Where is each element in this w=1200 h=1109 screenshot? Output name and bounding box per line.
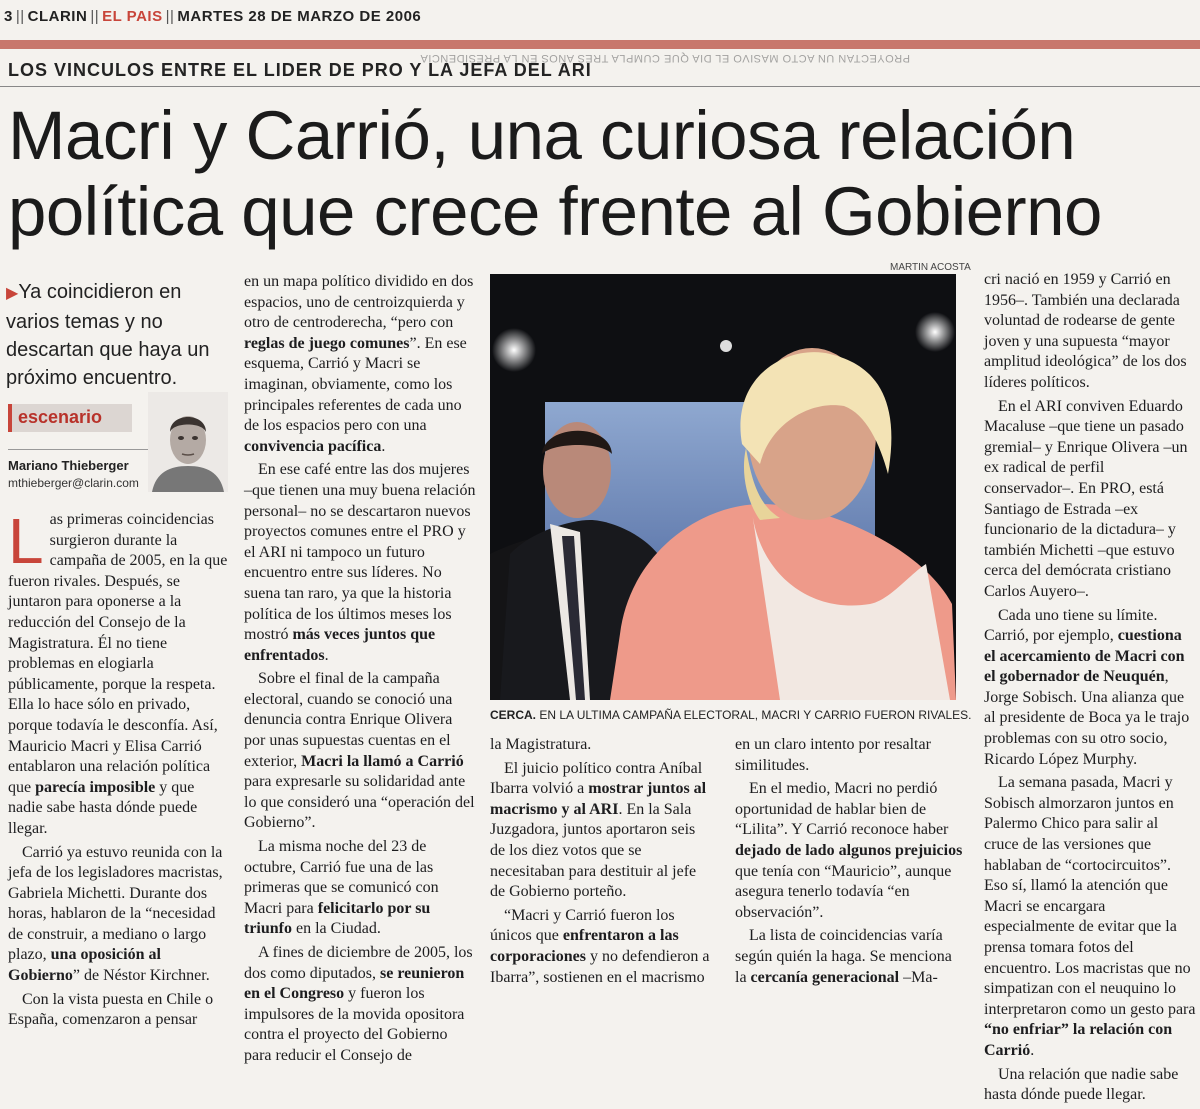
bold-text: enfrentaron a las corporaciones	[490, 927, 679, 965]
caption-text: EN LA ULTIMA CAMPAÑA ELECTORAL, MACRI Y CARRIO FUERON RIVALES.	[539, 708, 972, 722]
bold-text: mostrar juntos al macrismo y al ARI	[490, 780, 707, 818]
section-label	[8, 404, 132, 432]
article-column-1	[8, 505, 228, 1034]
bold-text: más veces juntos que enfrentados	[244, 626, 436, 664]
lead-text: Ya coincidieron en varios temas y no descartan que haya un próximo encuentro.	[6, 281, 210, 389]
text: para expresarle su solidaridad ante lo que consideró una “operación del Gobierno”.	[244, 773, 475, 832]
paragraph	[735, 779, 967, 923]
separator: ||	[90, 8, 100, 25]
author-email: mthieberger@clarin.com	[8, 476, 139, 490]
bold-text: reglas de juego comunes	[244, 334, 410, 352]
text: que tenía con “Mauricio”, aunque asegura tenerlo todavía “en observación”.	[735, 862, 952, 921]
issue-date: MARTES 28 DE MARZO DE 2006	[177, 8, 422, 25]
paragraph	[8, 843, 228, 987]
paragraph	[244, 943, 476, 1067]
article-column-2	[244, 272, 476, 1070]
bold-text: convivencia pacífica	[244, 437, 382, 455]
author-photo	[148, 392, 228, 492]
text: “Macri y Carrió fueron los únicos que	[490, 906, 675, 945]
paragraph: Una relación que nadie sabe hasta dónde puede llegar.	[984, 1065, 1179, 1104]
bold-text: cuestiona el acercamiento de Macri con el gobernador de Neuquén	[984, 627, 1185, 686]
text: . En la Sala Juzgadora, juntos aportaron seis de los diez votos que se necesitaban para destituir al jefe de Gobierno porteño.	[490, 800, 697, 901]
headline-line-1: Macri y Carrió, una curiosa relación	[8, 97, 1076, 174]
text: en la Ciudad.	[292, 920, 381, 938]
paragraph	[8, 505, 228, 840]
byline-box	[8, 392, 228, 500]
text: La lista de coincidencias varía según quién la haga. Se menciona la	[735, 927, 952, 986]
text: , Jorge Sobisch. Una alianza que al presidente de Boca ya le trajo problemas con su otro socio, Ricardo López Murphy.	[984, 668, 1190, 768]
bold-text: se reunieron en el Congreso	[244, 964, 465, 1003]
section-name: EL PAIS	[102, 8, 163, 25]
bold-text: parecía imposible	[35, 778, 156, 796]
article-column-5	[984, 270, 1196, 1109]
paragraph	[490, 906, 714, 988]
paragraph	[244, 272, 476, 457]
section-label-text: escenario	[18, 407, 103, 427]
drop-cap: L	[8, 505, 44, 577]
masthead	[0, 0, 1200, 40]
paragraph: en un claro intento por resaltar similitudes.	[735, 736, 931, 774]
bold-text: cercanía generacional	[750, 968, 900, 986]
separator: ||	[165, 8, 175, 25]
page-number: 3	[4, 8, 13, 25]
lead	[6, 278, 228, 392]
paragraph	[244, 669, 476, 834]
bleed-through-text: PROYECTAN UN ACTO MASIVO EL DIA QUE CUMPLA TRES AÑOS EN LA PRESIDENCIA	[420, 52, 910, 64]
article-column-3	[490, 735, 714, 991]
section-rule	[0, 40, 1200, 49]
text: y que nadie sabe hasta dónde puede llegar.	[8, 778, 198, 837]
text: La semana pasada, Macri y Sobisch almorzaron juntos en Palermo Chico para salir al cruce de las versiones que hablaban de “cortocircuitos”. Eso sí, llamó la atención que Macri se encargara especialmente de evitar que la prensa tomara fotos del encuentro. Los macristas que no simpatizan con el neuquino lo interpretaron como un gesto para	[984, 774, 1196, 1018]
text: Carrió ya estuvo reunida con la jefa de los legisladores macristas, Gabriela Michetti. Durante dos horas, hablaron de la “necesidad de construir, a mediano o largo plazo,	[8, 843, 223, 964]
paragraph: cri nació en 1959 y Carrió en 1956–. También una declarada voluntad de rodearse de gente joven y una supuesta “mayor amplitud ideológica” de los dos líderes políticos.	[984, 271, 1187, 391]
text: .	[1030, 1041, 1035, 1059]
text: Cada uno tiene su límite. Carrió, por ejemplo,	[984, 606, 1158, 645]
paragraph	[984, 773, 1196, 1061]
text: as primeras coincidencias surgieron durante la campaña de 2005, en la que fueron rivales. Después, se juntaron para oponerse a la reducción del Consejo de la Magistratura. Él no tiene problemas en elogiarla públicamente, porque la respeta. Ella lo hace sólo en privado, porque todavía le desconfía. Así, Mauricio Macri y Elisa Carrió entablaron una relación política que	[8, 511, 228, 796]
bold-text: dejado de lado algunos prejuicios	[735, 841, 963, 859]
masthead-line	[4, 8, 421, 25]
news-photo	[490, 274, 956, 700]
paper-name: CLARIN	[27, 8, 88, 25]
paragraph	[490, 759, 714, 903]
paragraph: En el ARI conviven Eduardo Macaluse –que tiene un pasado gremial– y Enrique Olivera –un ex radical de perfil conservador–. En PRO, está Santiago de Estrada –ex funcionario de la dictadura– y también Michetti –que estuvo cerca del demócrata cristiano Carlos Auyero–.	[984, 397, 1188, 600]
text: ”. En ese esquema, Carrió y Macri se imaginan, obviamente, como los principales referentes de cada uno de los espacios pero con una	[244, 334, 467, 435]
bold-text: Macri la llamó a Carrió	[301, 752, 464, 770]
photo-credit: MARTIN ACOSTA	[890, 262, 971, 273]
bold-text: felicitarlo por su triunfo	[244, 899, 431, 938]
text: –Ma-	[899, 968, 938, 986]
kicker-rule	[0, 86, 1200, 87]
paragraph: la Magistratura.	[490, 736, 592, 753]
headline	[8, 98, 1198, 250]
bold-text: una oposición al Gobierno	[8, 946, 161, 985]
text: A fines de diciembre de 2005, los dos como diputados,	[244, 944, 473, 982]
paragraph	[244, 460, 476, 666]
text: ” de Néstor Kirchner.	[72, 967, 210, 985]
paragraph	[735, 926, 967, 988]
separator: ||	[15, 8, 25, 25]
text: La misma noche del 23 de octubre, Carrió fue una de las primeras que se comunicó con Macri para	[244, 838, 439, 917]
headline-line-2: política que crece frente al Gobierno	[8, 173, 1102, 250]
text: En ese café entre las dos mujeres –que tienen una muy buena relación personal– no se descartaron nuevos proyectos comunes entre el PRO y el ARI ni tampoco un futuro encuentro entre sus líderes. No suena tan raro, ya que la historia política de los últimos meses los mostró	[244, 461, 476, 644]
text: .	[324, 646, 329, 664]
photo-caption	[490, 708, 972, 722]
paragraph: Con la vista puesta en Chile o España, comenzaron a pensar	[8, 990, 214, 1029]
kicker: LOS VINCULOS ENTRE EL LIDER DE PRO Y LA JEFA DEL ARI	[8, 60, 592, 80]
text: y no defendieron a Ibarra”, sostienen en el macrismo	[490, 947, 710, 986]
text: en un mapa político dividido en dos espacios, uno de centroizquierda y otro de centroderecha, “pero con	[244, 273, 474, 332]
paragraph	[244, 837, 476, 940]
text: .	[381, 437, 386, 455]
paragraph	[984, 606, 1196, 771]
triangle-right-icon: ▶	[6, 285, 19, 302]
caption-label: CERCA.	[490, 708, 537, 722]
text: Sobre el final de la campaña electoral, cuando se conoció una denuncia contra Enrique Olivera por unas supuestas cuentas en el exterior,	[244, 670, 453, 770]
text: y fueron los impulsores de la movida opositora contra el proyecto del Gobierno para reducir el Consejo de	[244, 985, 465, 1064]
text: El juicio político contra Aníbal Ibarra volvió a	[490, 759, 703, 798]
article-column-4	[735, 735, 967, 991]
bold-text: “no enfriar” la relación con Carrió	[984, 1021, 1173, 1059]
text: En el medio, Macri no perdió oportunidad de hablar bien de “Lilita”. Y Carrió reconoce haber	[735, 780, 949, 839]
author-name: Mariano Thieberger	[8, 458, 129, 473]
